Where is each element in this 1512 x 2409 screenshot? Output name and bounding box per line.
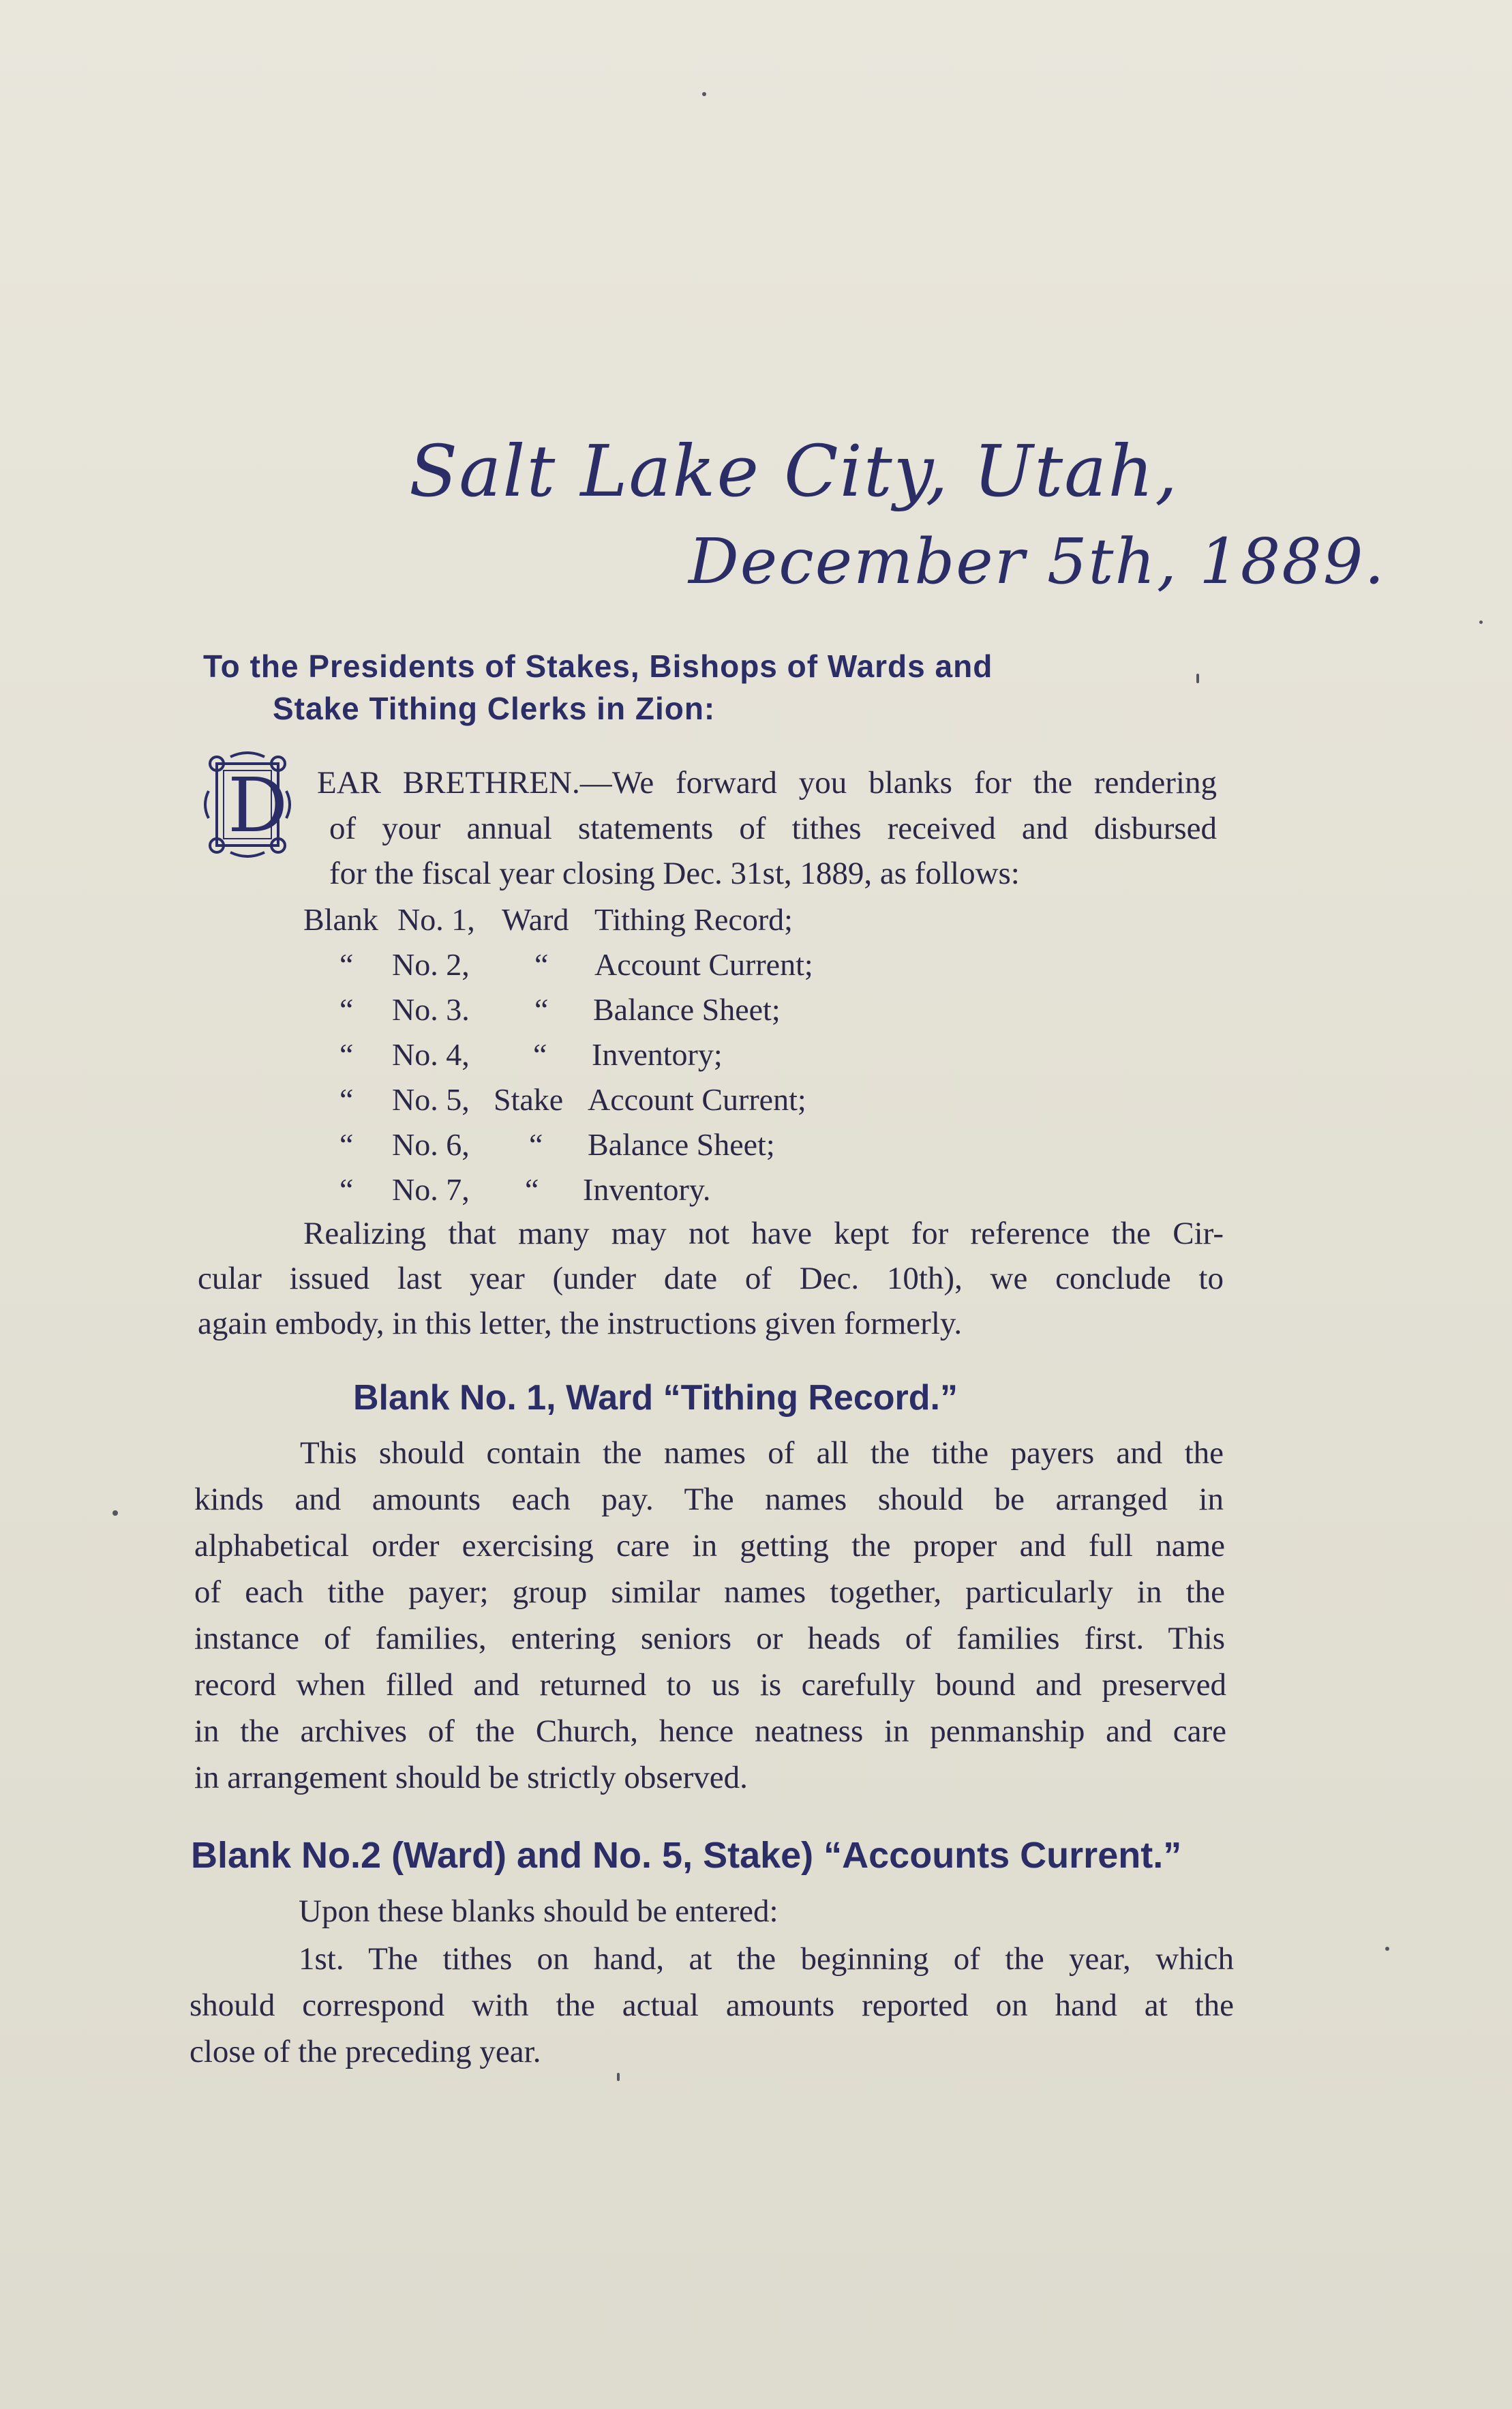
- list-item: “ No. 6, “ Balance Sheet;: [339, 1127, 775, 1162]
- address-line-1: To the Presidents of Stakes, Bishops of Wards and: [203, 648, 993, 684]
- salutation-line: EAR BRETHREN.—We forward you blanks for the rendering: [317, 765, 1217, 800]
- section1-line: record when filled and returned to us is carefully bound and preserved: [194, 1667, 1226, 1703]
- section1-line: in arrangement should be strictly observed.: [194, 1760, 748, 1795]
- section1-line: alphabetical order exercising care in getting the proper and full name: [194, 1528, 1225, 1563]
- section2-lead: Upon these blanks should be entered:: [299, 1894, 778, 1929]
- paper-speck: [1385, 1947, 1389, 1951]
- section-heading: Blank No.2 (Ward) and No. 5, Stake) “Accounts Current.”: [191, 1835, 1182, 1876]
- salutation-line: for the fiscal year closing Dec. 31st, 1889, as follows:: [329, 856, 1020, 891]
- list-item: “ No. 7, “ Inventory.: [339, 1172, 711, 1207]
- initial-letter: D: [228, 762, 288, 849]
- paper-speck: [112, 1510, 118, 1516]
- paper-speck: [1479, 620, 1483, 624]
- salutation-line: of your annual statements of tithes received and disbursed: [329, 811, 1217, 846]
- dateline-place: Salt Lake City, Utah,: [409, 430, 1179, 513]
- list-item: “ No. 2, “ Account Current;: [339, 947, 813, 982]
- section1-line: of each tithe payer; group similar names together, particularly in the: [194, 1574, 1225, 1610]
- intro-paragraph-line: again embody, in this letter, the instructions given formerly.: [198, 1306, 963, 1341]
- list-item: “ No. 4, “ Inventory;: [339, 1037, 723, 1072]
- list-item: “ No. 5, Stake Account Current;: [339, 1082, 806, 1117]
- intro-paragraph-line: Realizing that many may not have kept for reference the Cir-: [303, 1216, 1224, 1251]
- section2-line: 1st. The tithes on hand, at the beginning of the year, which: [299, 1941, 1234, 1977]
- section2-line: should correspond with the actual amounts reported on hand at the: [190, 1988, 1234, 2023]
- section1-line: in the archives of the Church, hence neatness in penmanship and care: [194, 1714, 1226, 1749]
- ornamental-initial: [203, 750, 292, 859]
- paper-speck: [617, 2073, 620, 2081]
- paper-speck: [702, 92, 706, 96]
- list-item: “ No. 3. “ Balance Sheet;: [339, 992, 781, 1027]
- section1-line: This should contain the names of all the tithe payers and the: [300, 1435, 1224, 1471]
- list-item: Blank No. 1, Ward Tithing Record;: [303, 902, 793, 937]
- intro-paragraph-line: cular issued last year (under date of Dec. 10th), we conclude to: [198, 1261, 1224, 1296]
- section1-line: kinds and amounts each pay. The names should be arranged in: [194, 1482, 1224, 1517]
- paper-speck: [1196, 674, 1199, 683]
- dateline-date: December 5th, 1889.: [689, 525, 1386, 598]
- section1-line: instance of families, entering seniors or heads of families first. This: [194, 1621, 1225, 1656]
- address-line-2: Stake Tithing Clerks in Zion:: [273, 691, 716, 726]
- section-heading: Blank No. 1, Ward “Tithing Record.”: [353, 1378, 958, 1418]
- section2-line: close of the preceding year.: [190, 2034, 541, 2069]
